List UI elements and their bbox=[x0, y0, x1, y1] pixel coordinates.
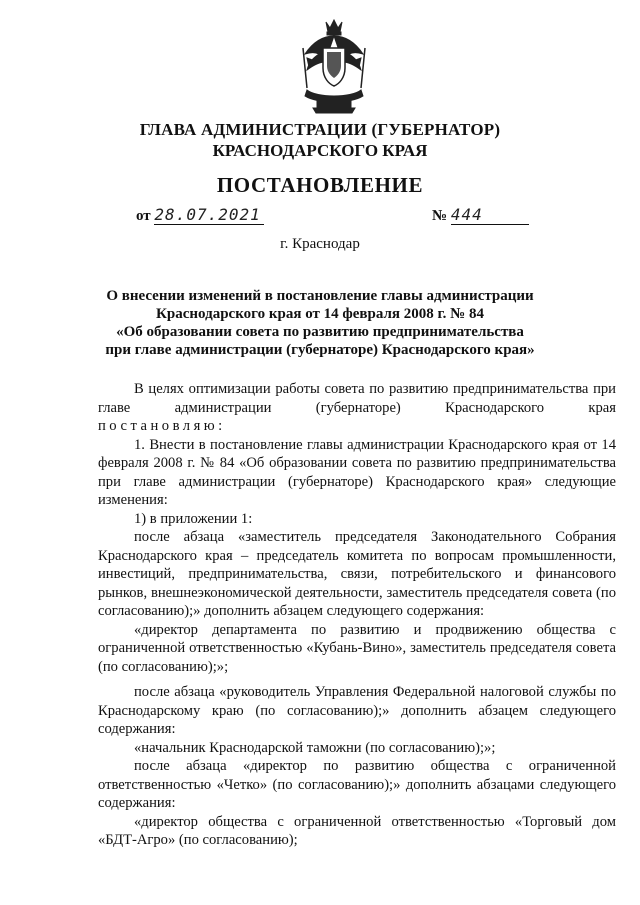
date-prefix: от bbox=[136, 208, 151, 224]
authority-title-line-1: ГЛАВА АДМИНИСТРАЦИИ (ГУБЕРНАТОР) bbox=[139, 120, 501, 139]
number-line bbox=[432, 205, 529, 225]
document-type: ПОСТАНОВЛЕНИЕ bbox=[216, 173, 424, 197]
paragraph-amendment-1: после абзаца «заместитель председателя Законодательного Собрания Краснодарского края – председатель комитета по вопросам промышленности, инвестиций, предпринимательства, связи, потребительского и финансового рынков, внешнеэкономической деятельности, заместитель председателя совета (по согласованию);» дополнить абзацем следующего содержания: bbox=[98, 529, 616, 619]
handwritten-date: 28.07.2021 bbox=[154, 205, 264, 225]
authority-title-line-2: КРАСНОДАРСКОГО КРАЯ bbox=[212, 141, 428, 160]
resolution-body bbox=[98, 380, 616, 850]
paragraph-amendment-4: «начальник Краснодарской таможни (по согласованию);»; bbox=[134, 739, 496, 756]
paragraph-amendment-3: после абзаца «руководитель Управления Федеральной налоговой службы по Краснодарскому краю (по согласованию);» дополнить абзацем следующего содержания: bbox=[98, 684, 616, 737]
paragraph-amendment-6: «директор общества с ограниченной ответственностью «Торговый дом «БДТ-Агро» (по согласованию); bbox=[98, 813, 616, 848]
paragraph-resolve: постановляю: bbox=[98, 418, 226, 434]
date-line bbox=[136, 205, 264, 225]
paragraph-subitem-1: 1) в приложении 1: bbox=[134, 510, 253, 527]
title-line: «Об образовании совета по развитию предпринимательства bbox=[116, 324, 524, 340]
number-prefix: № bbox=[432, 208, 448, 224]
city-name: г. Краснодар bbox=[280, 236, 360, 252]
resolution-title bbox=[60, 287, 580, 359]
paragraph-purpose: В целях оптимизации работы совета по развитию предпринимательства при главе администрации (губернаторе) Краснодарского края bbox=[98, 381, 616, 416]
krasnodar-coat-of-arms-icon bbox=[293, 18, 375, 114]
paragraph-item-1: 1. Внести в постановление главы администрации Краснодарского края от 14 февраля 2008 г. № 84 «Об образовании совета по развитию предпринимательства при главе администрации (губернаторе) Краснодарского края» следующие изменения: bbox=[98, 436, 616, 508]
title-line: при главе администрации (губернаторе) Краснодарского края» bbox=[105, 342, 535, 358]
paragraph-amendment-5: после абзаца «директор по развитию общества с ограниченной ответственностью «Четко» (по согласованию);» дополнить абзацами следующего содержания: bbox=[98, 758, 616, 811]
paragraph-amendment-2: «директор департамента по развитию и продвижению общества с ограниченной ответственностью «Кубань-Вино», заместитель председателя совета (по согласованию);»; bbox=[98, 621, 616, 675]
title-line: Краснодарского края от 14 февраля 2008 г. № 84 bbox=[156, 306, 484, 322]
handwritten-number: 444 bbox=[451, 205, 529, 225]
title-line: О внесении изменений в постановление главы администрации bbox=[106, 288, 534, 304]
